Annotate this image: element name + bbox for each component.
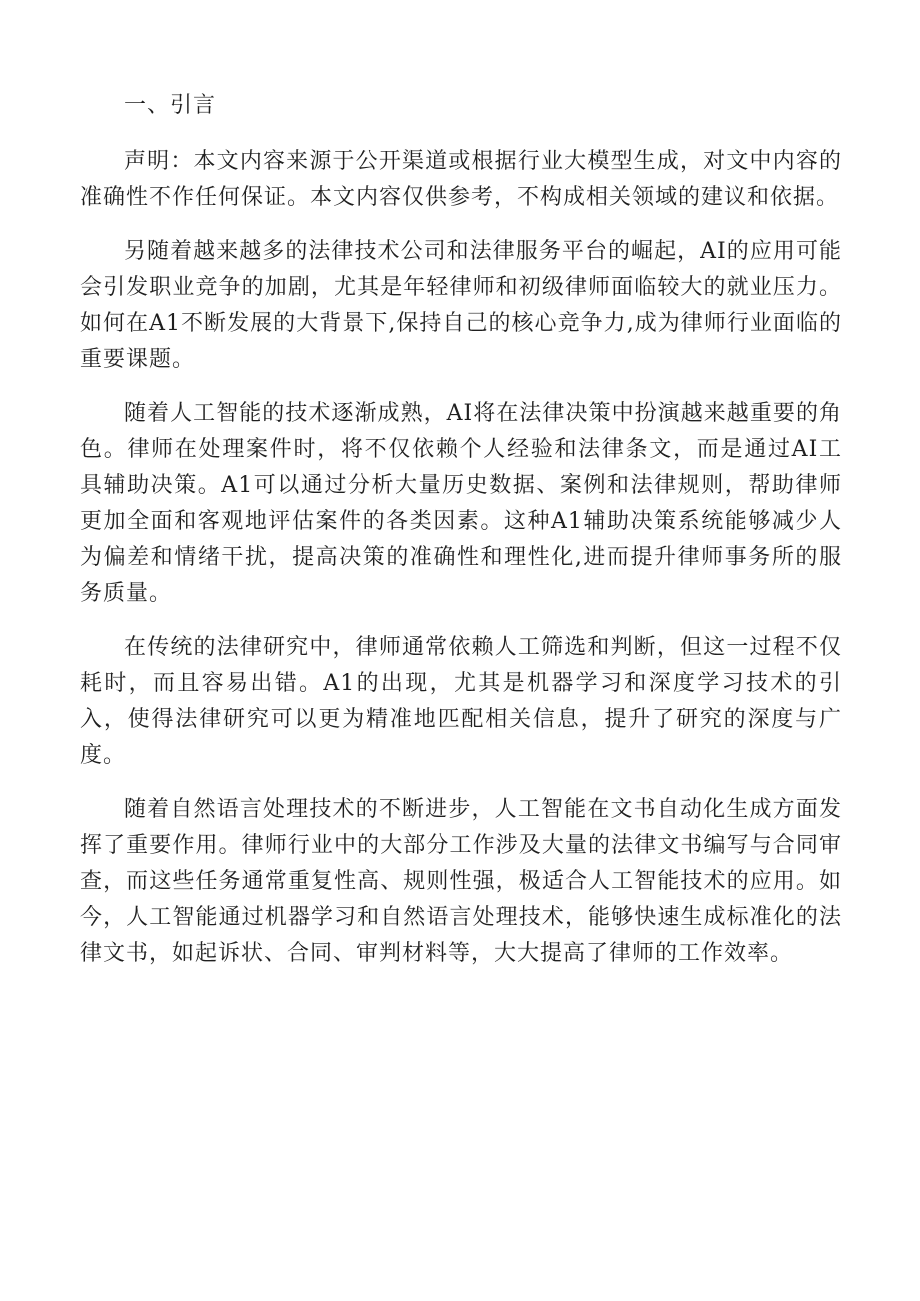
disclaimer-paragraph: 声明：本文内容来源于公开渠道或根据行业大模型生成，对文中内容的准确性不作任何保证。本文内容仅供参考，不构成相关领域的建议和依据。 bbox=[80, 149, 842, 210]
paragraph-legal-research: 在传统的法律研究中，律师通常依赖人工筛选和判断，但这一过程不仅耗时，而且容易出错。A1的出现，尤其是机器学习和深度学习技术的引入，使得法律研究可以更为精准地匹配相关信息，提升了研究的深度与广度。 bbox=[80, 635, 842, 768]
section-heading: 一、引言 bbox=[124, 93, 217, 118]
paragraph-decision-support: 随着人工智能的技术逐渐成熟，AI将在法律决策中扮演越来越重要的角色。律师在处理案件时，将不仅依赖个人经验和法律条文，而是通过AI工具辅助决策。A1可以通过分析大量历史数据、案例和法律规则，帮助律师更加全面和客观地评估案件的各类因素。这种A1辅助决策系统能够减少人为偏差和情绪干扰，提高决策的准确性和理性化,进而提升律师事务所的服务质量。 bbox=[80, 401, 842, 606]
paragraph-competition: 另随着越来越多的法律技术公司和法律服务平台的崛起，AI的应用可能会引发职业竞争的加剧，尤其是年轻律师和初级律师面临较大的就业压力。如何在A1不断发展的大背景下,保持自己的核心竞争力,成为律师行业面临的重要课题。 bbox=[80, 239, 842, 372]
paragraph-document-automation: 随着自然语言处理技术的不断进步，人工智能在文书自动化生成方面发挥了重要作用。律师行业中的大部分工作涉及大量的法律文书编写与合同审查，而这些任务通常重复性高、规则性强，极适合人工智能技术的应用。如今，人工智能通过机器学习和自然语言处理技术，能够快速生成标准化的法律文书，如起诉状、合同、审判材料等，大大提高了律师的工作效率。 bbox=[80, 797, 842, 966]
